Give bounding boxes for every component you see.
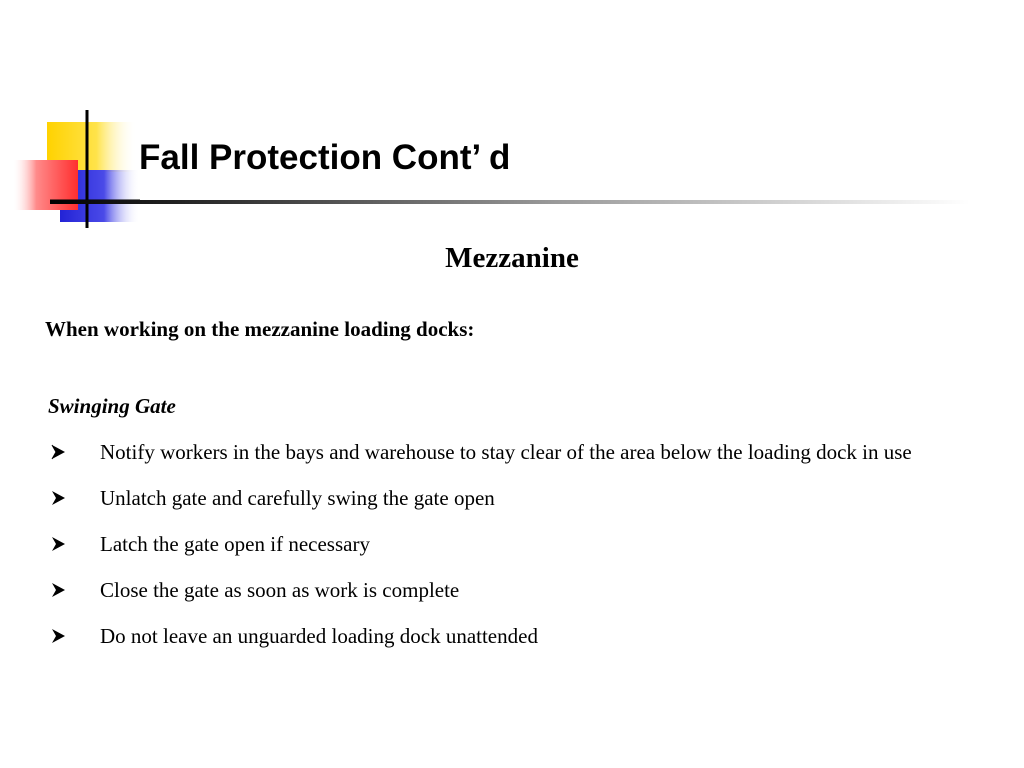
bullet-text: Unlatch gate and carefully swing the gate open [100,486,495,510]
list-item [48,621,978,651]
bullet-text: Do not leave an unguarded loading dock unattended [100,624,538,648]
bullet-list [48,437,978,667]
slide-title: Fall Protection Cont’ d [139,138,511,177]
list-item [48,437,978,467]
bullet-text: Notify workers in the bays and warehouse to stay clear of the area below the loading dock in use [100,440,912,464]
list-item [48,575,978,605]
list-item [48,529,978,559]
bullet-text: Close the gate as soon as work is complete [100,578,460,602]
arrowhead-bullet-icon [48,437,68,467]
title-underline [50,200,970,204]
intro-text: When working on the mezzanine loading docks: [45,317,475,341]
arrowhead-bullet-icon [48,575,68,605]
arrowhead-bullet-icon [48,483,68,513]
arrowhead-bullet-icon [48,621,68,651]
slide-subtitle: Mezzanine [445,242,579,274]
list-item [48,483,978,513]
corner-decoration [0,0,160,240]
section-heading: Swinging Gate [48,394,176,418]
arrowhead-bullet-icon [48,529,68,559]
bullet-text: Latch the gate open if necessary [100,532,370,556]
